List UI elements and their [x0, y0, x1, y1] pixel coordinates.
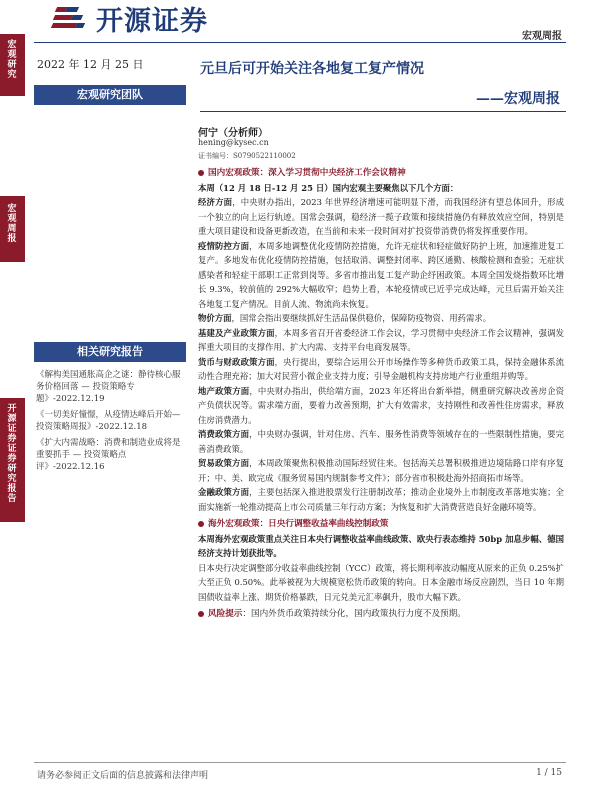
- section-heading-risk: [198, 607, 564, 622]
- related-reports-list: [36, 369, 186, 477]
- footer-disclaimer: 请务必参阅正文后面的信息披露和法律声明: [37, 771, 209, 781]
- related-reports-title: 相关研究报告: [34, 342, 186, 362]
- side-strip-middle-label: 宏观周报: [7, 204, 17, 244]
- paragraph-label: 货币与财政政策方面: [198, 356, 275, 367]
- report-body: [198, 166, 564, 622]
- section-intro: 本周海外宏观政策重点关注日本央行调整收益率曲线政策、欧央行表态维持 50bp 加息步幅、德国经济支持计划获批等。: [198, 533, 564, 558]
- report-type-tag: 宏观周报: [522, 31, 562, 42]
- side-strip-middle: [0, 196, 25, 262]
- paragraph-epidemic: [198, 239, 564, 312]
- section-heading-text: 海外宏观政策：日央行调整收益率曲线控制政策: [208, 519, 389, 529]
- section-heading-text: 风险提示: [208, 609, 243, 619]
- report-subtitle: ——宏观周报: [476, 91, 560, 107]
- paragraph-text: ，中央财办指出，2023 年世界经济增速可能明显下滑，而我国经济有望总体回升，形成一个独立的向上运行轨迹。国常会强调，稳经济一揽子政策和接续措施仍有释放效应空间，特别是重大项目建设和设备更新改造，在当前和未来一段时间对扩投资带消费仍将发挥重要作用。: [198, 197, 564, 236]
- paragraph-label: 基建及产业政策方面: [198, 327, 275, 338]
- header-divider: [34, 42, 566, 43]
- paragraph-economy: [198, 195, 564, 239]
- section-heading-domestic: [198, 166, 564, 181]
- bullet-icon: [198, 170, 204, 176]
- footer-divider: [34, 762, 566, 763]
- paragraph-trade: [198, 456, 564, 485]
- paragraph-label: 金融政策方面: [198, 487, 250, 497]
- team-label: 宏观研究团队: [34, 85, 186, 105]
- paragraph-finance: [198, 485, 564, 514]
- title-divider: [200, 111, 566, 112]
- related-report-item[interactable]: 《解构美国通胀高企之谜：静待核心服务价格回落 — 投资策略专题》-2022.12.19: [36, 370, 181, 404]
- paragraph-infrastructure: [198, 326, 564, 355]
- paragraph-label: 物价方面: [198, 313, 232, 323]
- paragraph-text: ，国常会指出要继续抓好生活品保供稳价，保障防疫物资、用药需求。: [231, 313, 492, 323]
- author-email[interactable]: hening@kysec.cn: [198, 138, 269, 147]
- paragraph-label: 贸易政策方面: [198, 458, 250, 468]
- logo-text: 开源证券: [96, 5, 208, 37]
- paragraph-consumption: [198, 427, 564, 456]
- certificate-number: 证书编号：S0790522110002: [198, 152, 296, 160]
- related-report-item[interactable]: 《一切美好憧憬，从疫情达峰后开始—投资策略周报》-2022.12.18: [36, 410, 181, 432]
- paragraph-text: ，本周政策聚焦积极推动国际经贸往来。包括海关总署积极推进边境陆路口岸有序复开；中、美、欧完成《服务贸易国内规制参考文件》；部分省市积极赴海外招商拓市场等。: [198, 458, 565, 483]
- paragraph-text: ，主要包括深入推进股票发行注册制改革；推动企业境外上市制度改革落地实施；全面实施新一轮推动提高上市公司质量三年行动方案；为恢复和扩大消费营造良好金融环境等。: [198, 487, 565, 512]
- paragraph-label: 疫情防控方面: [198, 240, 250, 251]
- report-title: 元旦后可开始关注各地复工复产情况: [200, 61, 424, 77]
- logo: [52, 0, 208, 36]
- paragraph-boj: 日本央行决定调整部分收益率曲线控制（YCC）政策，将长期利率波动幅度从原来的正负 0.25%扩大至正负 0.50%。此举被视为大规模宽松货币政策的转向。日本金融市场反应剧烈，当日 10 年期国债收益率上涨、期货价格暴跌，日元兑美元汇率飙升，股市大幅下跌。: [198, 562, 564, 602]
- side-strip-top-label: 宏观研究: [7, 40, 17, 80]
- paragraph-text: ，中央财办指出，供给端方面，2023 年还将出台新举措，侧重研究解决改善房企资产负债状况等。需求端方面，要着力改善预期，扩大有效需求，支持刚性和改善性住房需求，释放住房消费潜力。: [198, 385, 564, 425]
- side-strip-top: [0, 34, 25, 96]
- page-number: 1 / 15: [536, 768, 562, 778]
- logo-mark-icon: [52, 3, 92, 33]
- paragraph-label: 经济方面: [198, 197, 233, 207]
- section-intro: 本周（12 月 18 日-12 月 25 日）国内宏观主要聚焦以下几个方面：: [198, 182, 459, 193]
- paragraph-text: ，中央财办强调，针对住房、汽车、服务性消费等领域存在的一些限制性措施，要完善消费政策。: [198, 429, 565, 454]
- section-heading-overseas: [198, 517, 564, 532]
- paragraph-price: [198, 311, 564, 326]
- bullet-icon: [198, 611, 204, 617]
- paragraph-real-estate: [198, 384, 564, 428]
- paragraph-label: 地产政策方面: [198, 385, 250, 396]
- section-heading-text: 国内宏观政策：深入学习贯彻中央经济工作会议精神: [208, 168, 406, 178]
- side-strip-bottom-label: 开源证券 证券研究报告: [7, 404, 17, 504]
- report-date: 2022 年 12 月 25 日: [37, 58, 144, 71]
- paragraph-label: 消费政策方面: [198, 429, 250, 439]
- risk-text: ：国内外货币政策持续分化，国内政策执行力度不及预期。: [242, 609, 466, 619]
- paragraph-text: ，本周多省召开省委经济工作会议，学习贯彻中央经济工作会议精神，强调发挥重大项目的支撑作用、扩大内需、支持平台电商发展等。: [198, 327, 565, 352]
- side-strip-bottom: [0, 398, 25, 522]
- paragraph-text: ，本周多地调整优化疫情防控措施，允许无症状和轻症做好防护上班，加速推进复工复产。多地发布优化疫情防控措施，包括取消、调整封闭率、跨区通勤、核酸检测和查验；无症状感染者和轻症干部职工正常到岗等。多省市推出复工复产助企纾困政策。本周全国发烧指数环比增长 9.3%，较前值的 292%大幅收窄；趋势上看，本轮疫情或已近乎完成达峰，元旦后需开始关注各地复工复产情况。目前人流、物流尚未恢复。: [198, 240, 565, 309]
- author-name: 何宁（分析师）: [198, 128, 268, 139]
- paragraph-monetary: [198, 355, 564, 384]
- bullet-icon: [198, 521, 204, 527]
- paragraph-text: ，央行提出，要综合运用公开市场操作等多种货币政策工具，保持金融体系流动性合理充裕；加大对民营小微企业支持力度；引导金融机构支持房地产行业重组并购等。: [198, 356, 565, 381]
- related-report-item[interactable]: 《扩大内需战略：消费和制造业成将是重要抓手 — 投资策略点评》-2022.12.16: [36, 438, 181, 472]
